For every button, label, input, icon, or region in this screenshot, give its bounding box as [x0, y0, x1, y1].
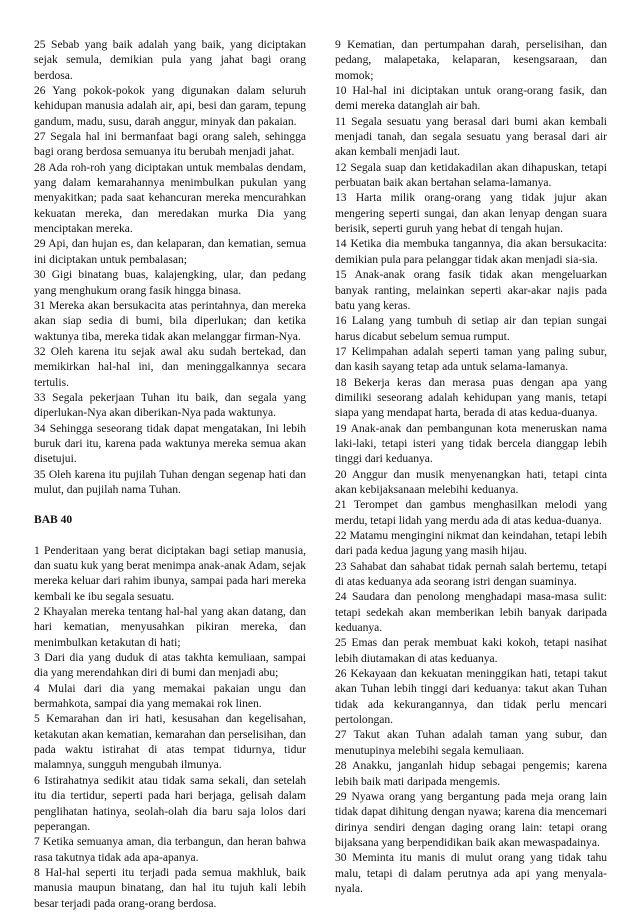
verse-paragraph: 28 Anakku, janganlah hidup sebagai pengemis; karena lebih baik mati daripada mengemis.: [335, 760, 607, 788]
verse-paragraph: 29 Nyawa orang yang bergantung pada meja orang lain tidak dapat dihitung dengan nyawa; karena dia mencemari dirinya sendiri dengan daging orang lain: tetapi orang bijaksana yang berpendidikan baik akan mewaspadainya.: [335, 790, 607, 849]
verse-paragraph: 16 Lalang yang tumbuh di setiap air dan tepian sungai harus dicabut sebelum semua rumput.: [335, 315, 607, 343]
verse-paragraph: 27 Takut akan Tuhan adalah taman yang subur, dan menutupinya melebihi segala kemuliaan.: [335, 729, 607, 757]
verse-paragraph: 26 Yang pokok-pokok yang digunakan dalam seluruh kehidupan manusia adalah air, api, besi dan garam, tepung gandum, madu, susu, darah anggur, minyak dan pakaian.: [34, 85, 306, 128]
verse-paragraph: 20 Anggur dan musik menyenangkan hati, tetapi cinta akan kebijaksanaan melebihi keduanya.: [335, 468, 607, 496]
verse-paragraph: 25 Sebab yang baik adalah yang baik, yang diciptakan sejak semula, demikian pula yang jahat bagi orang berdosa.: [34, 39, 306, 82]
verse-paragraph: 31 Mereka akan bersukacita atas perintahnya, dan mereka akan siap sedia di bumi, bila diperlukan; dan ketika waktunya tiba, mereka tidak akan melanggar firman-Nya.: [34, 299, 306, 343]
verse-paragraph: 30 Meminta itu manis di mulut orang yang tidak tahu malu, tetapi di dalam perutnya ada api yang menyala-nyala.: [335, 852, 607, 895]
verse-paragraph: 29 Api, dan hujan es, dan kelaparan, dan kematian, semua ini diciptakan untuk pembalasan;: [34, 238, 306, 266]
verse-paragraph: 27 Segala hal ini bermanfaat bagi orang saleh, sehingga bagi orang berdosa semuanya itu berubah menjadi jahat.: [34, 131, 306, 159]
verse-paragraph: 34 Sehingga seseorang tidak dapat mengatakan, Ini lebih buruk dari itu, karena pada waktunya mereka semua akan disetujui.: [34, 422, 306, 466]
verse-paragraph: 22 Matamu mengingini nikmat dan keindahan, tetapi lebih dari pada kedua jagung yang masih hijau.: [335, 530, 607, 558]
verse-paragraph: 30 Gigi binatang buas, kalajengking, ular, dan pedang yang menghukum orang fasik hingga binasa.: [34, 269, 306, 297]
verse-paragraph: 19 Anak-anak dan pembangunan kota meneruskan nama laki-laki, tetapi isteri yang tidak bercela dianggap lebih tinggi dari keduanya.: [335, 422, 607, 466]
verse-paragraph: 15 Anak-anak orang fasik tidak akan mengeluarkan banyak ranting, melainkan seperti akar-akar najis pada batu yang keras.: [335, 269, 607, 312]
verse-paragraph: 8 Hal-hal seperti itu terjadi pada semua makhluk, baik manusia maupun binatang, dan hal itu tujuh kali lebih besar terjadi pada orang-orang berdosa.: [34, 866, 306, 910]
verse-paragraph: 21 Terompet dan gambus menghasilkan melodi yang merdu, tetapi lidah yang merdu ada di atas kedua-duanya.: [335, 499, 607, 527]
verse-paragraph: 14 Ketika dia membuka tangannya, dia akan bersukacita: demikian pula para pelanggar tidak akan menjadi sia-sia.: [335, 238, 607, 266]
verse-paragraph: 2 Khayalan mereka tentang hal-hal yang akan datang, dan hari kematian, menyusahkan pikiran mereka, dan menimbulkan ketakutan di hati;: [34, 606, 306, 649]
verse-paragraph: 24 Saudara dan penolong menghadapi masa-masa sulit: tetapi sedekah akan memberikan lebih banyak daripada keduanya.: [335, 591, 607, 635]
verse-paragraph: 3 Dari dia yang duduk di atas takhta kemuliaan, sampai dia yang merendahkan diri di bumi dan menjadi abu;: [34, 652, 306, 680]
verse-paragraph: 13 Harta milik orang-orang yang tidak jujur akan mengering seperti sungai, dan akan lenyap dengan suara berisik, seperti guruh yang hebat di tengah hujan.: [335, 192, 607, 236]
verse-paragraph: 4 Mulai dari dia yang memakai pakaian ungu dan bermahkota, sampai dia yang memakai rok linen.: [34, 682, 306, 711]
verse-paragraph: 35 Oleh karena itu pujilah Tuhan dengan segenap hati dan mulut, dan pujilah nama Tuhan.: [34, 468, 306, 496]
verse-paragraph: 28 Ada roh-roh yang diciptakan untuk membalas dendam, yang dalam kemarahannya menimbulkan pukulan yang menyakitkan; pada saat kehancuran mereka mencurahkan kekuatan mereka, dan meredakan murka Dia yang menciptakan mereka.: [34, 161, 306, 236]
verse-paragraph: 7 Ketika semuanya aman, dia terbangun, dan heran bahwa rasa takutnya tidak ada apa-apanya.: [34, 836, 306, 864]
verse-paragraph: 25 Emas dan perak membuat kaki kokoh, tetapi nasihat lebih diutamakan di atas keduanya.: [335, 637, 607, 665]
verse-paragraph: 23 Sahabat dan sahabat tidak pernah salah bertemu, tetapi di atas keduanya ada seorang istri dengan suaminya.: [335, 560, 607, 589]
verse-paragraph: 12 Segala suap dan ketidakadilan akan dihapuskan, tetapi perbuatan baik akan bertahan selama-lamanya.: [335, 161, 607, 190]
left-column: [34, 38, 306, 910]
verse-paragraph: 1 Penderitaan yang berat diciptakan bagi setiap manusia, dan suatu kuk yang berat menimpa anak-anak Adam, sejak mereka keluar dari rahim ibunya, sampai pada hari mereka kembali ke ibu segala sesuatu.: [34, 544, 306, 603]
verse-paragraph: 5 Kemarahan dan iri hati, kesusahan dan kegelisahan, ketakutan akan kematian, kemarahan dan perselisihan, dan pada waktu istirahat di atas tempat tidurnya, tidur malamnya, sungguh mengubah ilmunya.: [34, 713, 306, 772]
verse-paragraph: 17 Kelimpahan adalah seperti taman yang paling subur, dan kasih sayang tetap ada untuk selama-lamanya.: [335, 345, 607, 374]
verse-paragraph: 10 Hal-hal ini diciptakan untuk orang-orang fasik, dan demi mereka datanglah air bah.: [335, 85, 607, 113]
verse-paragraph: 18 Bekerja keras dan merasa puas dengan apa yang dimiliki seseorang adalah kehidupan yang manis, tetapi siapa yang mendapat harta, berada di atas kedua-duanya.: [335, 376, 607, 420]
verse-paragraph: 9 Kematian, dan pertumpahan darah, perselisihan, dan pedang, malapetaka, kelaparan, kesengsaraan, dan momok;: [335, 39, 607, 82]
verse-paragraph: 32 Oleh karena itu sejak awal aku sudah bertekad, dan memikirkan hal-hal ini, dan meninggalkannya secara tertulis.: [34, 345, 306, 389]
right-column: [335, 38, 607, 902]
verse-paragraph: 6 Istirahatnya sedikit atau tidak sama sekali, dan setelah itu dia tertidur, seperti pada hari berjaga, gelisah dalam penglihatan hatinya, seolah-olah dia baru saja lolos dari peperangan.: [34, 774, 306, 833]
verse-paragraph: 33 Segala pekerjaan Tuhan itu baik, dan segala yang diperlukan-Nya akan diberikan-Nya pada waktunya.: [34, 391, 306, 420]
verse-paragraph: 11 Segala sesuatu yang berasal dari bumi akan kembali menjadi tanah, dan segala sesuatu yang berasal dari air akan kembali menjadi laut.: [335, 115, 607, 159]
verse-paragraph: 26 Kekayaan dan kekuatan meninggikan hati, tetapi takut akan Tuhan lebih tinggi dari keduanya: takut akan Tuhan tidak ada kekurangannya, dan tidak perlu mencari pertolongan.: [335, 668, 607, 727]
chapter-heading: BAB 40: [34, 514, 73, 527]
